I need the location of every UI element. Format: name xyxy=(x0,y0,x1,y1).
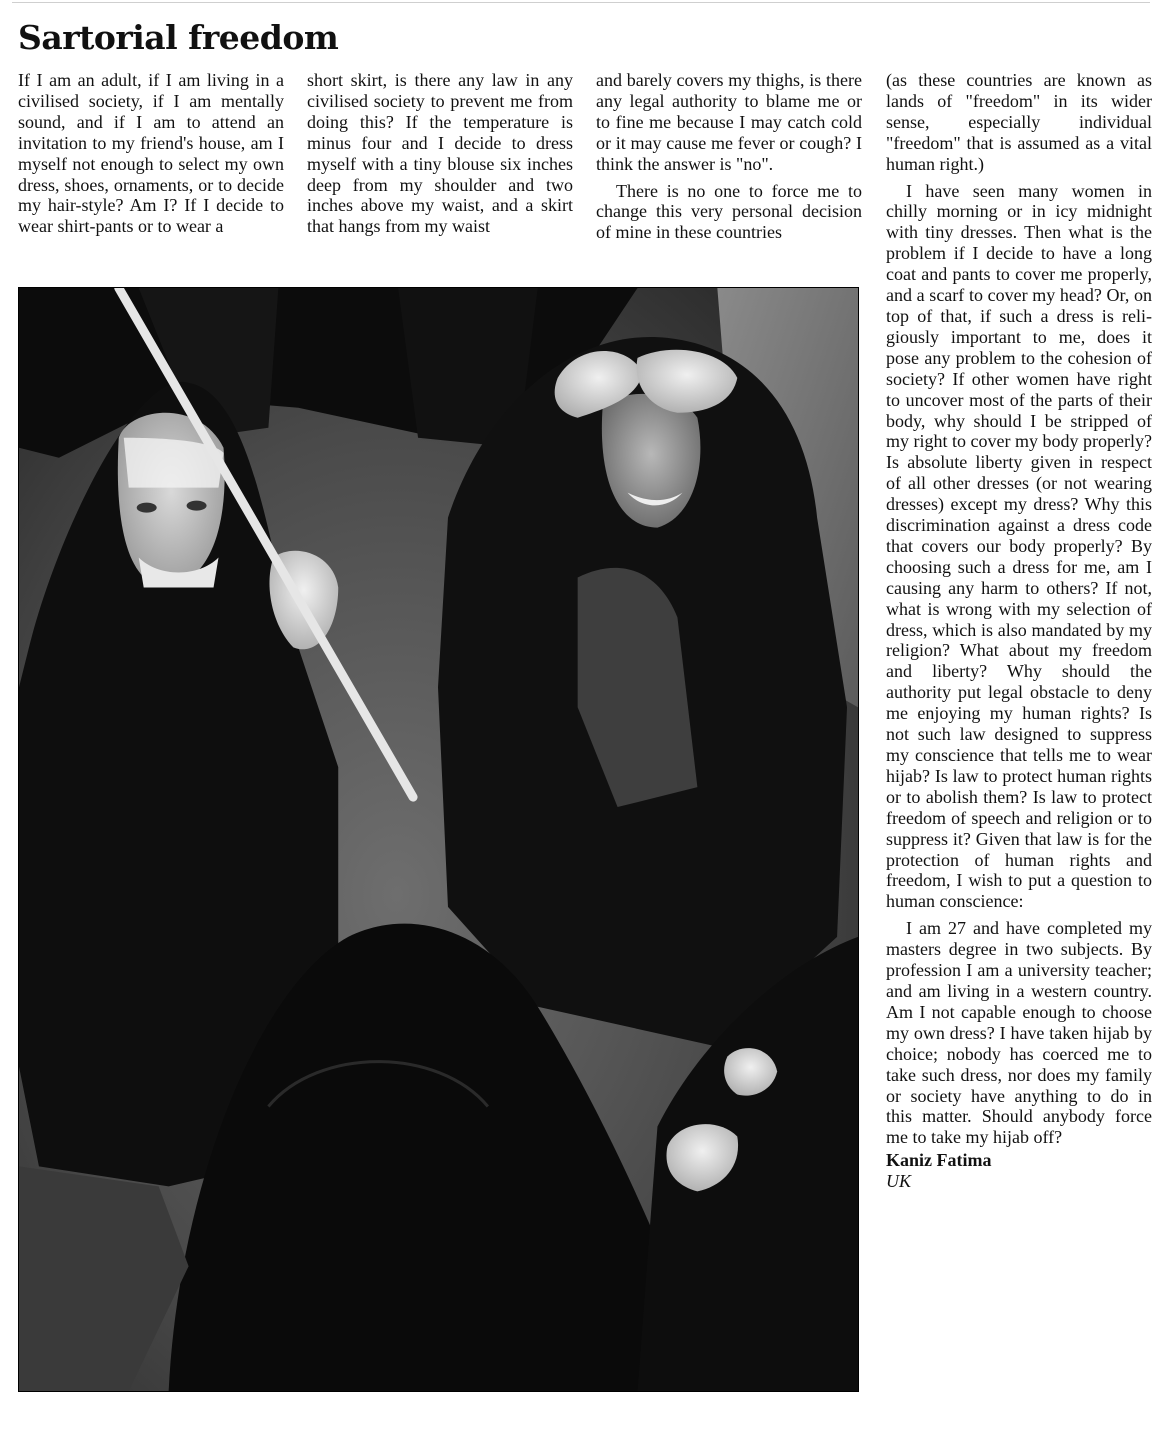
article-headline: Sartorial freedom xyxy=(18,18,339,57)
column-4-paragraph-1: (as these countries are known as lands of "freedom" in its wider sense, especially individual "freedom" that is assumed as a vital human right.) xyxy=(886,70,1152,174)
text-column-2 xyxy=(307,70,573,262)
article-signoff xyxy=(886,1150,1152,1192)
column-3-paragraph-1: and barely covers my thighs, is there any legal authority to blame me or to fine me because I may catch cold or it may cause me fever or cough? I think the answer is "no". xyxy=(596,70,862,174)
column-2-paragraph: short skirt, is there any law in any civilised society to prevent me from doing this? If the temperature is minus four and I decide to dress myself with a tiny blouse six inches deep from my shoulder and two inches above my waist, and a skirt that hangs from my waist xyxy=(307,70,573,237)
column-4-paragraph-2: I have seen many women in chilly morning or in icy midnight with tiny dresses. Then what is the problem if I decide to have a long coat and pants to cover me properly, and a scarf to cover my head? Or, on top of that, if such a dress is religiously important to me, does it pose any problem to the cohesion of society? If other women have right to uncover most of the parts of their body, why should I be stripped of my right to cover my body properly? Is absolute liberty given in respect of all other dresses (or not wearing dresses) except my dress? Why this discrimination against a dress code that covers our body properly? By choosing such a dress for me, am I causing any harm to others? If not, what is wrong with my selection of dress, which is also mandated by my religion? What about my freedom and liberty? Why should the authority put legal obstacle to deny me enjoying my human rights? Is not such law designed to suppress my conscience that tells me to wear hijab? Is law to protect human rights or to abolish them? Is law to protect freedom of speech and religion or to suppress it? Given that law is for the protection of human rights and freedom, I wish to put a question to human conscience: xyxy=(886,180,1152,912)
column-4-paragraph-3: I am 27 and have completed my masters degree in two subjects. By profession I am a university teacher; and am living in a western country. Am I not capable enough to choose my own dress? I have taken hijab by choice; nobody has coerced me to take such dress, nor does my family or society have anything to do in this matter. Should anybody force me to take my hijab off? xyxy=(886,918,1152,1148)
text-column-1 xyxy=(18,70,284,262)
photo-illustration xyxy=(19,288,858,1391)
column-1-paragraph: If I am an adult, if I am living in a civilised society, if I am mentally sound, and if I am to attend an invitation to my friend's house, am I myself not enough to select my own dress, shoes, ornaments, or to decide my hair-style? Am I? If I decide to wear shirt-pants or to wear a xyxy=(18,70,284,237)
text-column-3 xyxy=(596,70,862,262)
text-column-4 xyxy=(886,70,1152,1365)
author-name: Kaniz Fatima xyxy=(886,1150,992,1171)
top-divider xyxy=(12,2,1150,3)
column-3-paragraph-2: There is no one to force me to change this very personal decision of mine in these countries xyxy=(596,180,862,243)
author-location: UK xyxy=(886,1171,912,1192)
article-photo xyxy=(18,287,859,1392)
